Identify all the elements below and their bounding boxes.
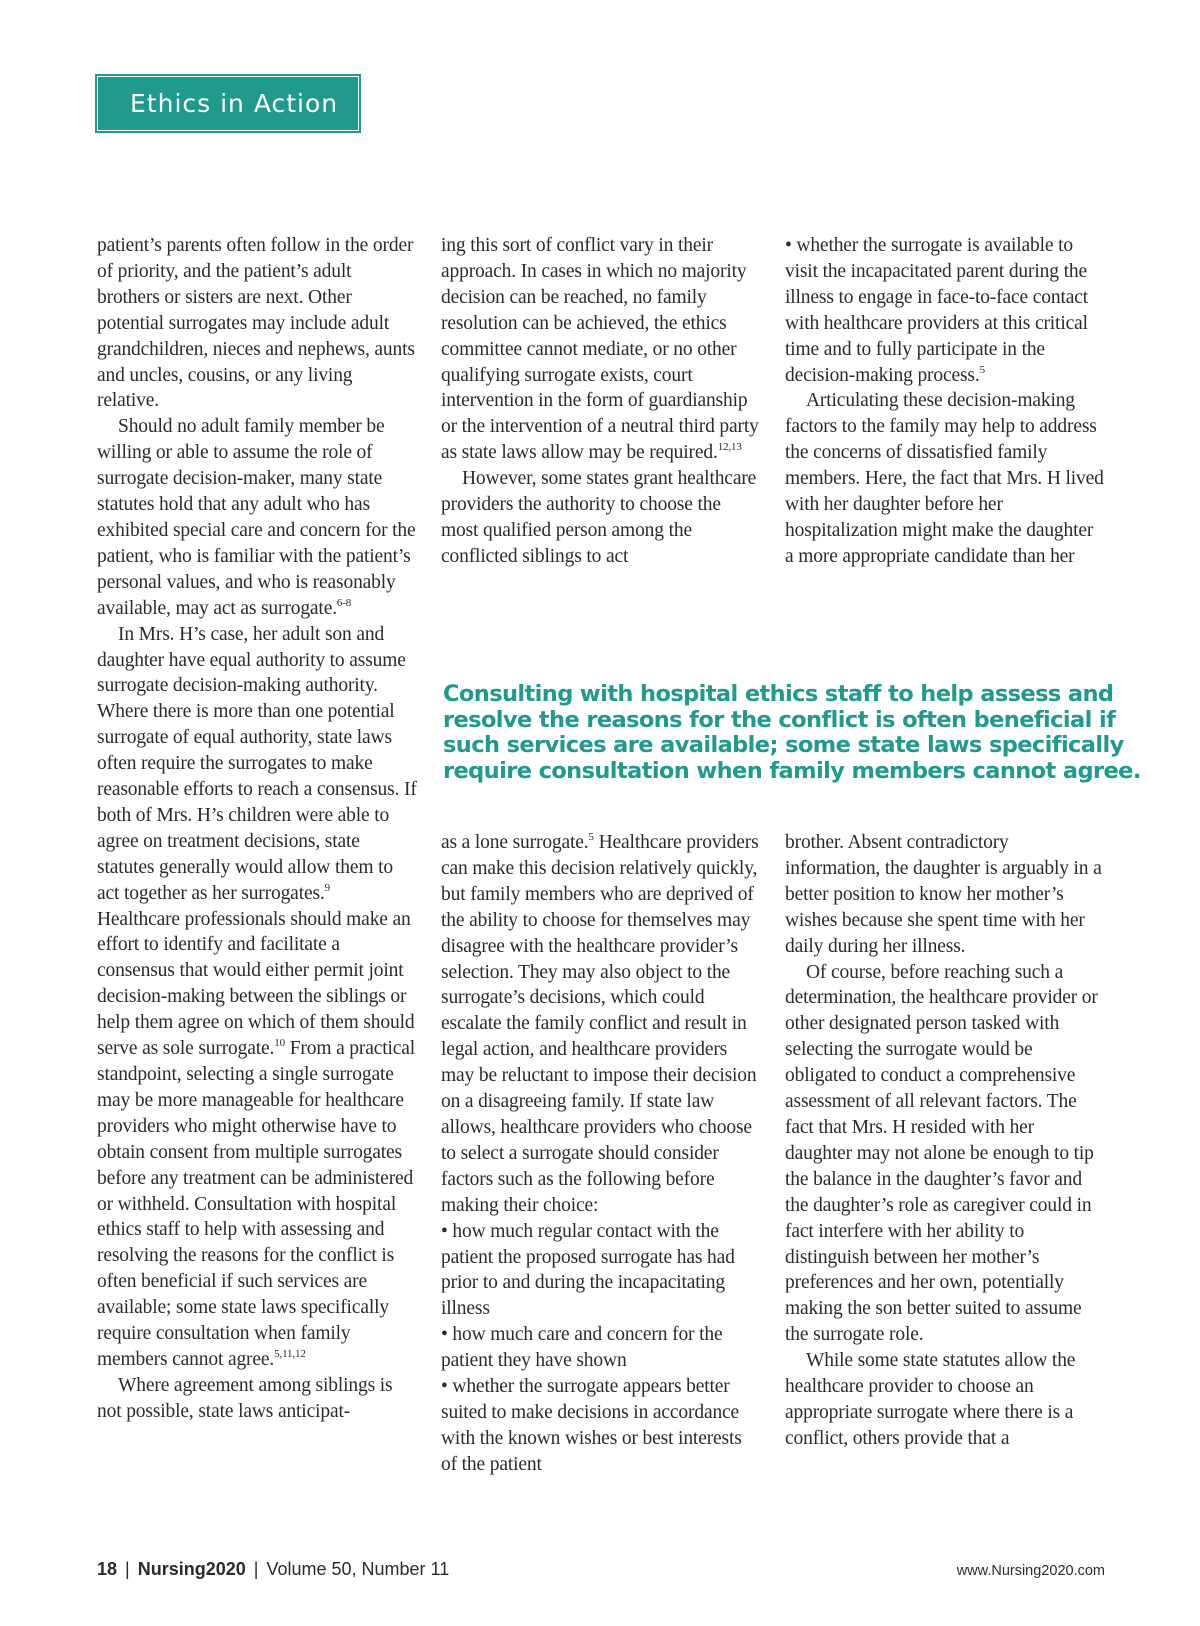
reference: 5 [979, 363, 985, 376]
paragraph: ing this sort of conflict vary in their approach. In cases in which no majority decision can be reached, no family resolution can be achieved, the ethics committee cannot mediate, or no other qualifying surrogate exists, court intervention in the form of guardianship or the intervention of a neutral third party as state laws allow may be required.$^{12,13}$ [441, 235, 759, 464]
paragraph: However, some states grant healthcare providers the authority to choose the most qualified person among the conflicted siblings to act [441, 468, 757, 567]
bullet-item: • how much care and concern for the patient they have shown [441, 1324, 723, 1372]
section-tag-label: Ethics in Action [130, 89, 339, 118]
column-3-top [785, 233, 1105, 570]
paragraph: brother. Absent contradictory information, the daughter is arguably in a better position to know her mother’s wishes because she spent time with her daily during her illness. [785, 832, 1102, 957]
paragraph: While some state statutes allow the healthcare provider to choose an appropriate surrogate where there is a conflict, others provide that a [785, 1350, 1076, 1449]
page-number: 18 [97, 1559, 118, 1579]
paragraph: Should no adult family member be willing or able to assume the role of surrogate decision-maker, many state statutes hold that any adult who has exhibited special care and concern for the patient, who is familiar with the patient’s personal values, and who is reasonably available, may act as surrogate.$^{6-8}$ [97, 416, 416, 619]
page-footer [97, 1559, 449, 1580]
paragraph: Where agreement among siblings is not possible, state laws anticipat- [97, 1374, 393, 1422]
reference: 6-8 [336, 596, 352, 609]
volume-info: Volume 50, Number 11 [266, 1559, 450, 1579]
paragraph: patient’s parents often follow in the order of priority, and the patient’s adult brothers or sisters are next. Other potential surrogates may include adult grandchildren, nieces and nephews, aunts and uncles, cousins, or any living relative. [97, 235, 415, 412]
paragraph: Articulating these decision-making factors to the family may help to address the concerns of dissatisfied family members. Here, the fact that Mrs. H lived with her daughter before her hospitalization might make the daughter a more appropriate candidate than her [785, 390, 1104, 567]
pull-quote: Consulting with hospital ethics staff to help assess and resolve the reasons for the conflict is often beneficial if such services are available; some state laws specifically require consultation when family members cannot agree. [443, 681, 1141, 785]
paragraph: as a lone surrogate.$^5$ Healthcare providers can make this decision relatively quickly, but family members who are deprived of the ability to choose for themselves may disagree with the healthcare provider’s selection. They may also object to the surrogate’s decisions, which could escalate the family conflict and result in legal action, and healthcare providers may be reluctant to impose their decision on a disagreeing family. If state law allows, healthcare providers who choose to select a surrogate should consider factors such as the following before making their choice: [441, 831, 759, 1216]
bullet-item: • whether the surrogate is available to visit the incapacitated parent during the illness to engage in face-to-face contact with healthcare providers at this critical time and to fully participate in the decision-making process.$^5$ [785, 235, 1088, 386]
column-2-top [441, 233, 761, 570]
footer-url: www.Nursing2020.com [956, 1563, 1105, 1579]
column-3-bottom [785, 830, 1105, 1452]
bullet-item: • how much regular contact with the patient the proposed surrogate has had prior to and during the incapacitating illness [441, 1220, 735, 1320]
reference: 12,13 [717, 441, 742, 454]
journal-name: Nursing2020 [137, 1559, 246, 1579]
reference: 9 [324, 881, 330, 894]
paragraph: Of course, before reaching such a determination, the healthcare provider or other designated person tasked with selecting the surrogate would be obligated to conduct a comprehensive assessment of all relevant factors. The fact that Mrs. H resided with her daughter may not alone be enough to tip the balance in the daughter’s favor and the daughter’s role as caregiver could in fact interfere with her ability to distinguish between her mother’s preferences and her own, potentially making the son better suited to assume the surrogate role. [785, 961, 1098, 1346]
reference: 10 [274, 1037, 285, 1050]
column-1 [97, 233, 417, 1425]
footer-separator: | [125, 1559, 130, 1579]
reference: 5 [588, 831, 594, 843]
paragraph: In Mrs. H’s case, her adult son and daughter have equal authority to assume surrogate decision-making authority. Where there is more than one potential surrogate of equal authority, state laws often require the surrogates to make reasonable efforts to reach a consensus. If both of Mrs. H’s children were able to agree on treatment decisions, state statutes generally would allow them to act together as her surrogates.$^9$ Healthcare professionals should make an effort to identify and facilitate a consensus that would either permit joint decision-making between the siblings or help them agree on which of them should serve as sole surrogate.$^{10}$ From a practical standpoint, selecting a single surrogate may be more manageable for healthcare providers who might otherwise have to obtain consent from multiple surrogates before any treatment can be administered or withheld. Consultation with hospital ethics staff to help with assessing and resolving the reasons for the conflict is often beneficial if such services are available; some state laws specifically require consultation when family members cannot agree.$^{5,11,12}$ [97, 623, 417, 1370]
section-tag [97, 76, 359, 131]
column-2-bottom [441, 830, 761, 1478]
bullet-item: • whether the surrogate appears better suited to make decisions in accordance with the known wishes or best interests of the patient [441, 1376, 742, 1475]
footer-separator: | [253, 1559, 259, 1579]
reference: 5,11,12 [274, 1347, 306, 1360]
